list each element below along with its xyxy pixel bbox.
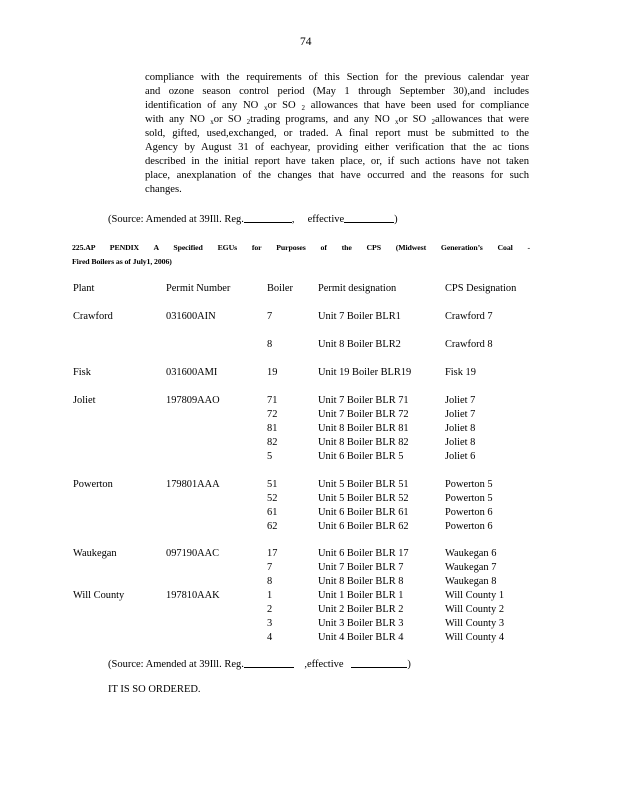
plant-name-line: Joliet [73, 395, 96, 406]
cps-designations-line: Crawford 8 [445, 339, 493, 350]
cps-designations-line: Waukegan 7 [445, 562, 497, 573]
header-plant [73, 282, 94, 296]
paragraph-line: Agency by August 31 of eachyear, providing either verification that the ac tions [145, 142, 529, 153]
appendix-heading-line1: 225.AP PENDIX A Specified EGUs for Purposes of the CPS (Midwest Generation’s Coal - [72, 243, 530, 252]
permit-designations-line: Unit 6 Boiler BLR 5 [318, 451, 404, 462]
register-blank [244, 657, 294, 668]
boiler-ids [267, 310, 272, 324]
effective-date-blank [344, 212, 394, 223]
cps-designations-line: Will County 3 [445, 618, 505, 629]
permit-designations-line: Unit 6 Boiler BLR 17 [318, 548, 409, 559]
body-paragraph [145, 71, 529, 197]
cps-designations-line: Joliet 8 [445, 437, 476, 448]
permit-designations-line: Unit 1 Boiler BLR 1 [318, 590, 404, 601]
permit-designations-line: Unit 19 Boiler BLR19 [318, 367, 412, 378]
plant-name-line: Waukegan [73, 548, 117, 559]
permit-designations [318, 394, 409, 464]
paragraph-line: compliance with the requirements of this Section for the previous calendar year [145, 72, 529, 83]
paragraph-line: sold, gifted, used,exchanged, or traded. A final report must be submitted to the [145, 128, 529, 139]
cps-designations-line: Will County 1 [445, 590, 505, 601]
permit-designations-line: Unit 7 Boiler BLR 71 [318, 395, 409, 406]
permit-designations-line: Unit 3 Boiler BLR 3 [318, 618, 404, 629]
permit-designations-line: Unit 8 Boiler BLR 81 [318, 423, 409, 434]
boiler-ids [267, 338, 272, 352]
source-note-prefix: (Source: Amended at 39Ill. Reg. [108, 214, 244, 225]
permit-number [166, 589, 220, 603]
cps-designations-line: Crawford 7 [445, 311, 493, 322]
permit-designations-line: Unit 6 Boiler BLR 61 [318, 507, 409, 518]
paragraph-line: and ozone season control period (May 1 through September 30),and includes [145, 86, 529, 97]
source-note-2 [108, 657, 411, 670]
permit-designations [318, 478, 409, 534]
cps-designations-line: Joliet 7 [445, 395, 476, 406]
boiler-ids-line: 51 [267, 479, 278, 490]
paragraph-line: described in the initial report have taken place, or, if such actions have not taken [145, 156, 529, 167]
permit-designations-line: Unit 8 Boiler BLR2 [318, 339, 401, 350]
permit-number-line: 197809AAO [166, 395, 220, 406]
cps-designations-line: Powerton 5 [445, 493, 493, 504]
cps-designations [445, 310, 493, 324]
cps-designations-line: Powerton 6 [445, 521, 493, 532]
permit-number-line: 197810AAK [166, 590, 220, 601]
plant-name-line: Crawford [73, 311, 113, 322]
permit-number-line: 179801AAA [166, 479, 220, 490]
cps-designations-line: Joliet 7 [445, 409, 476, 420]
permit-designations-line: Unit 7 Boiler BLR1 [318, 311, 401, 322]
cps-designations-line: Fisk 19 [445, 367, 476, 378]
closing-order: IT IS SO ORDERED. [108, 684, 201, 695]
boiler-ids-line: 62 [267, 521, 278, 532]
header-cps-designation-line: CPS Designation [445, 283, 517, 294]
plant-name [73, 310, 113, 324]
plant-name-line: Powerton [73, 479, 113, 490]
header-permit-number [166, 282, 230, 296]
permit-designations-line: Unit 2 Boiler BLR 2 [318, 604, 404, 615]
source-note-close: ) [394, 214, 398, 225]
subscript: x [395, 118, 399, 126]
plant-name [73, 366, 91, 380]
header-boiler-line: Boiler [267, 283, 293, 294]
boiler-ids-line: 7 [267, 562, 273, 573]
boiler-ids-line: 81 [267, 423, 278, 434]
cps-designations [445, 547, 496, 589]
cps-designations-line: Powerton 5 [445, 479, 493, 490]
register-blank [244, 212, 292, 223]
header-cps-designation [445, 282, 516, 296]
boiler-ids [267, 394, 277, 464]
cps-designations [445, 366, 476, 380]
permit-number [166, 366, 217, 380]
permit-number-line: 031600AIN [166, 311, 216, 322]
permit-number-line: 031600AMI [166, 367, 218, 378]
permit-number [166, 547, 219, 561]
boiler-ids-line: 3 [267, 618, 273, 629]
plant-name [73, 547, 117, 561]
source-note-effective: effective [307, 214, 345, 225]
appendix-heading-line2: Fired Boilers as of July1, 2006) [72, 257, 172, 266]
paragraph-line: changes. [145, 184, 182, 195]
subscript: 2 [246, 118, 251, 126]
plant-name [73, 478, 113, 492]
subscript: x [210, 118, 214, 126]
permit-designations [318, 547, 409, 589]
plant-name [73, 589, 124, 603]
subscript: x [264, 104, 268, 112]
source-note-comma: , [291, 214, 295, 225]
cps-designations-line: Waukegan 6 [445, 548, 497, 559]
permit-number [166, 394, 220, 408]
subscript: 2 [301, 104, 305, 112]
header-permit-designation-line: Permit designation [318, 283, 397, 294]
permit-number [166, 310, 216, 324]
permit-designations [318, 366, 411, 380]
boiler-ids-line: 8 [267, 576, 273, 587]
cps-designations-line: Waukegan 8 [445, 576, 497, 587]
cps-designations [445, 338, 493, 352]
permit-designations-line: Unit 4 Boiler BLR 4 [318, 632, 404, 643]
source-note-prefix: (Source: Amended at 39Ill. Reg. [108, 659, 244, 670]
permit-designations-line: Unit 7 Boiler BLR 7 [318, 562, 404, 573]
cps-designations-line: Joliet 6 [445, 451, 476, 462]
paragraph-line: with any NO $_x$or SO $_2$trading programs, and any NO $_x$or SO $_2$allowances that were [145, 114, 529, 126]
boiler-ids-line: 82 [267, 437, 278, 448]
source-note-close: ) [407, 659, 411, 670]
boiler-ids-line: 52 [267, 493, 278, 504]
boiler-ids-line: 8 [267, 339, 273, 350]
boiler-ids-line: 17 [267, 548, 278, 559]
header-permit-designation [318, 282, 396, 296]
boiler-ids-line: 2 [267, 604, 273, 615]
cps-designations-line: Will County 4 [445, 632, 505, 643]
header-permit-number-line: Permit Number [166, 283, 231, 294]
permit-designations-line: Unit 8 Boiler BLR 8 [318, 576, 404, 587]
permit-designations [318, 338, 401, 352]
boiler-ids-line: 19 [267, 367, 278, 378]
cps-designations [445, 394, 475, 464]
permit-designations-line: Unit 6 Boiler BLR 62 [318, 521, 409, 532]
header-boiler [267, 282, 293, 296]
plant-name-line: Will County [73, 590, 125, 601]
boiler-ids [267, 478, 277, 534]
permit-number-line: 097190AAC [166, 548, 220, 559]
permit-designations-line: Unit 8 Boiler BLR 82 [318, 437, 409, 448]
subscript: 2 [431, 118, 435, 126]
permit-number [166, 478, 220, 492]
boiler-ids [267, 547, 277, 589]
permit-designations-line: Unit 5 Boiler BLR 51 [318, 479, 409, 490]
boiler-ids-line: 5 [267, 451, 273, 462]
boiler-ids-line: 4 [267, 632, 273, 643]
paragraph-line: identification of any NO $_x$or SO $_2$ allowances that have been used for compliance [145, 100, 530, 112]
page-number: 74 [300, 36, 312, 48]
boiler-ids-line: 61 [267, 507, 278, 518]
cps-designations-line: Joliet 8 [445, 423, 476, 434]
boiler-ids [267, 589, 272, 645]
boiler-ids-line: 7 [267, 311, 273, 322]
appendix-heading [72, 241, 530, 269]
effective-date-blank [351, 657, 407, 668]
header-plant-line: Plant [73, 283, 95, 294]
plant-name-line: Fisk [73, 367, 91, 378]
source-note-1 [108, 212, 398, 225]
boiler-ids-line: 71 [267, 395, 278, 406]
source-note-effective: ,effective [304, 659, 344, 670]
plant-name [73, 394, 96, 408]
cps-designations-line: Powerton 6 [445, 507, 493, 518]
permit-designations [318, 589, 403, 645]
permit-designations [318, 310, 401, 324]
boiler-ids-line: 72 [267, 409, 278, 420]
boiler-ids-line: 1 [267, 590, 273, 601]
permit-designations-line: Unit 7 Boiler BLR 72 [318, 409, 409, 420]
paragraph-line: place, anexplanation of the changes that have occurred and the reasons for such [145, 170, 529, 181]
cps-designations [445, 478, 493, 534]
boiler-ids [267, 366, 277, 380]
cps-designations-line: Will County 2 [445, 604, 505, 615]
permit-designations-line: Unit 5 Boiler BLR 52 [318, 493, 409, 504]
cps-designations [445, 589, 504, 645]
